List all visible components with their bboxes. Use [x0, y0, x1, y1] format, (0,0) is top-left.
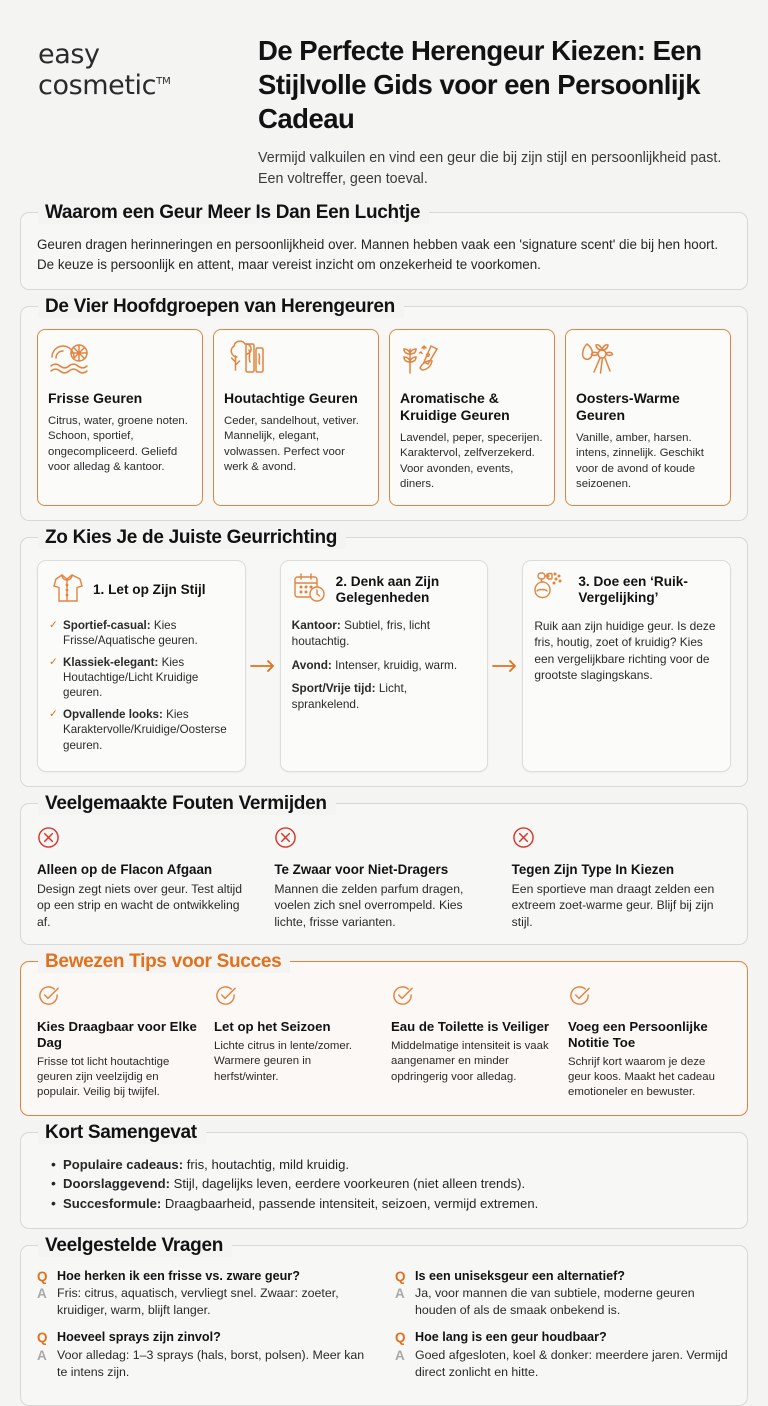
section-title-why-fragrance: Waarom een Geur Meer Is Dan Een Luchtje: [38, 202, 429, 224]
brand-logo-line1: easy: [38, 39, 100, 70]
faq-question-row: [37, 1329, 373, 1347]
section-title-faq: Veelgestelde Vragen: [38, 1235, 232, 1257]
check-text: Kies Houtachtige/Licht Kruidige geuren.: [63, 655, 199, 700]
faq-answer-row: [395, 1285, 731, 1318]
section-faq: [20, 1234, 748, 1406]
faq-item: [395, 1268, 731, 1319]
vanilla-amber-icon: [576, 340, 720, 380]
fragrance-group-card: [37, 329, 203, 506]
summary-label: Populaire cadeaus:: [63, 1156, 184, 1172]
check-icon: ✓: [49, 707, 58, 720]
fragrance-group-desc: Vanille, amber, harsen. intens, zinnelijk. Geschikt voor de avond of koude seizoenen.: [576, 431, 704, 491]
faq-answer-row: [395, 1347, 731, 1380]
fragrance-group-title: Houtachtige Geuren: [224, 390, 358, 407]
section-fragrance-groups: [20, 296, 748, 521]
list-item: [49, 707, 234, 753]
page-header: [20, 0, 748, 212]
mistake-item: [37, 826, 256, 930]
check-label: Opvallende looks:: [63, 707, 163, 721]
x-circle-icon: [512, 826, 731, 854]
fragrance-group-card: [213, 329, 379, 506]
fragrance-group-grid: [37, 329, 731, 506]
answer-marker: A: [37, 1348, 47, 1364]
occasion-label: Kantoor:: [291, 617, 341, 632]
occasion-item: [292, 681, 477, 713]
summary-text: Stijl, dagelijks leven, eerdere voorkeuren (niet alleen trends).: [169, 1176, 526, 1192]
faq-answer-row: [37, 1285, 373, 1318]
list-item: [51, 1194, 731, 1214]
header-text-block: [258, 34, 730, 190]
section-title-choose-direction: Zo Kies Je de Juiste Geurrichting: [38, 527, 346, 549]
step-card-smell-compare: [522, 560, 731, 772]
mistake-desc: Mannen die zelden parfum dragen, voelen zich snel overrompeld. Kies lichte, frisse varianten.: [274, 881, 464, 929]
faq-question-row: [395, 1329, 731, 1347]
occasion-list: [292, 618, 477, 714]
check-label: Klassiek-elegant:: [63, 655, 159, 669]
page-subtitle: Vermijd valkuilen en vind een geur die bij zijn stijl en persoonlijkheid past. Een voltreffer, geen toeval.: [258, 150, 722, 188]
step-header: [49, 571, 234, 610]
x-circle-icon: [274, 826, 493, 854]
fragrance-group-title: Oosters-Warme Geuren: [576, 390, 680, 423]
check-icon: ✓: [49, 655, 58, 668]
faq-question: Is een uniseksgeur een alternatief?: [415, 1268, 625, 1283]
list-item: [51, 1174, 731, 1194]
section-title-common-mistakes: Veelgemaakte Fouten Vermijden: [38, 793, 336, 815]
mistake-item: [512, 826, 731, 930]
trademark-symbol: TM: [156, 75, 171, 87]
section-proven-tips: [20, 951, 748, 1115]
section-title-summary: Kort Samengevat: [38, 1122, 206, 1144]
tip-title: Let op het Seizoen: [214, 1019, 331, 1035]
answer-marker: A: [395, 1286, 405, 1302]
summary-label: Succesformule:: [63, 1195, 162, 1211]
faq-question-row: [395, 1268, 731, 1286]
check-circle-icon: [391, 984, 554, 1012]
answer-marker: A: [395, 1348, 405, 1364]
step-title: 3. Doe een ‘Ruik-Vergelijking’: [578, 574, 688, 606]
tip-desc: Lichte citrus in lente/zomer. Warmere geuren in herfst/winter.: [214, 1039, 353, 1083]
tip-title: Kies Draagbaar voor Elke Dag: [37, 1019, 197, 1050]
check-circle-icon: [37, 984, 200, 1012]
occasion-text: Subtiel, fris, licht houtachtig.: [291, 617, 430, 648]
faq-question: Hoe lang is een geur houdbaar?: [415, 1330, 607, 1345]
mistake-grid: [37, 826, 731, 930]
section-body-proven-tips: [20, 961, 748, 1115]
mistake-desc: Een sportieve man draagt zelden een extreem zoet-warme geur. Blijf bij zijn stijl.: [511, 881, 715, 929]
check-circle-icon: [214, 984, 377, 1012]
question-marker: Q: [395, 1268, 406, 1284]
check-icon: ✓: [49, 618, 58, 631]
summary-list: [37, 1155, 731, 1214]
section-choose-direction: [20, 526, 748, 787]
brand-logo-line2: cosmetic™: [38, 69, 171, 101]
section-body-fragrance-groups: [20, 306, 748, 521]
tip-title: Eau de Toilette is Veiliger: [391, 1019, 550, 1035]
check-text: Kies Karaktervolle/Kruidige/Oosterse geuren.: [63, 707, 227, 752]
section-title-proven-tips: Bewezen Tips voor Succes: [38, 951, 290, 973]
tip-item: [214, 984, 377, 1100]
mistake-title: Tegen Zijn Type In Kiezen: [511, 861, 675, 877]
style-check-list: [49, 618, 234, 753]
page-title: De Perfecte Herengeur Kiezen: Een Stijlvolle Gids voor een Persoonlijk Cadeau: [258, 35, 702, 134]
faq-grid: [37, 1268, 731, 1392]
occasion-item: [292, 658, 477, 674]
fragrance-group-card: [565, 329, 731, 506]
fragrance-group-title: Frisse Geuren: [48, 390, 143, 407]
mistake-desc: Design zegt niets over geur. Test altijd op een strip en wacht de ontwikkeling af.: [37, 881, 243, 929]
intro-paragraph: Geuren dragen herinneringen en persoonlijkheid over. Mannen hebben vaak een 'signature scent' die bij hen hoort. De keuze is persoonlijk en attent, maar vereist inzicht om onzekerheid te voorkomen.: [37, 236, 719, 272]
tip-item: [568, 984, 731, 1100]
step-title: 1. Let op Zijn Stijl: [93, 582, 206, 598]
occasion-text: Licht, sprankelend.: [291, 681, 408, 712]
step-card-style: [37, 560, 246, 772]
step-header: [292, 571, 477, 610]
faq-item: [37, 1268, 373, 1319]
faq-item: [37, 1329, 373, 1380]
fragrance-group-desc: Ceder, sandelhout, vetiver. Mannelijk, elegant, volwassen. Perfect voor werk & avond.: [224, 414, 359, 474]
section-body-choose-direction: [20, 537, 748, 787]
brand-logo: [38, 34, 238, 190]
tip-grid: [37, 984, 731, 1100]
tip-desc: Schrijf kort waarom je deze geur koos. Maakt het cadeau emotioneler en bewuster.: [568, 1055, 715, 1099]
shirt-icon: [49, 571, 85, 610]
faq-answer: Goed afgesloten, koel & donker: meerdere jaren. Vermijd direct zonlicht en hitte.: [415, 1348, 728, 1379]
fragrance-group-desc: Citrus, water, groene noten. Schoon, sportief, ongecompliceerd. Geliefd voor alledag & kantoor.: [48, 414, 188, 474]
question-marker: Q: [37, 1268, 48, 1284]
fragrance-group-title: Aromatische & Kruidige Geuren: [400, 390, 510, 423]
step-arrow: [246, 560, 280, 772]
step-header: [534, 571, 719, 610]
question-marker: Q: [37, 1330, 48, 1346]
check-circle-icon: [568, 984, 731, 1012]
tip-desc: Frisse tot licht houtachtige geuren zijn veelzijdig en populair. Veilig bij twijfel.: [37, 1055, 170, 1099]
section-body-faq: [20, 1245, 748, 1406]
tip-item: [37, 984, 200, 1100]
faq-question: Hoe herken ik een frisse vs. zware geur?: [57, 1268, 300, 1283]
occasion-label: Sport/Vrije tijd:: [291, 681, 376, 696]
occasion-text: Intenser, kruidig, warm.: [331, 657, 458, 672]
fragrance-group-card: [389, 329, 555, 506]
faq-item: [395, 1329, 731, 1380]
faq-question: Hoeveel sprays zijn zinvol?: [57, 1330, 221, 1345]
section-body-common-mistakes: [20, 803, 748, 945]
mistake-item: [274, 826, 493, 930]
mistake-title: Alleen op de Flacon Afgaan: [37, 861, 213, 877]
x-circle-icon: [37, 826, 256, 854]
check-text: Kies Frisse/Aquatische geuren.: [63, 618, 198, 648]
faq-answer: Ja, voor mannen die van subtiele, moderne geuren houden of als de smaak onbekend is.: [415, 1286, 695, 1317]
fragrance-group-desc: Lavendel, peper, specerijen. Karaktervol, zelfverzekerd. Voor avonden, events, diners.: [400, 431, 543, 491]
tree-wood-icon: [224, 340, 368, 380]
section-title-fragrance-groups: De Vier Hoofdgroepen van Herengeuren: [38, 296, 404, 318]
list-item: [49, 655, 234, 701]
tip-item: [391, 984, 554, 1100]
mistake-title: Te Zwaar voor Niet-Dragers: [274, 861, 449, 877]
step-card-occasions: [280, 560, 489, 772]
occasion-item: [292, 618, 477, 650]
faq-answer-row: [37, 1347, 373, 1380]
faq-column-right: [395, 1268, 731, 1392]
tip-title: Voeg een Persoonlijke Notitie Toe: [568, 1019, 708, 1050]
summary-text: Draagbaarheid, passende intensiteit, seizoen, vermijd extremen.: [161, 1195, 539, 1211]
faq-question-row: [37, 1268, 373, 1286]
wave-citrus-icon: [48, 340, 192, 380]
summary-text: fris, houtachtig, mild kruidig.: [183, 1156, 350, 1172]
steps-flow: [37, 560, 731, 772]
step-arrow: [488, 560, 522, 772]
occasion-label: Avond:: [291, 657, 332, 672]
faq-answer: Fris: citrus, aquatisch, vervliegt snel. Zwaar: zoeter, kruidiger, warm, blijft langer.: [57, 1286, 339, 1317]
herbs-spices-icon: [400, 340, 544, 380]
section-why-fragrance: [20, 201, 748, 290]
step-title: 2. Denk aan Zijn Gelegenheden: [335, 574, 440, 606]
perfume-bottle-icon: [534, 571, 570, 610]
faq-answer: Voor alledag: 1–3 sprays (hals, borst, polsen). Meer kan te intens zijn.: [57, 1348, 365, 1379]
list-item: [51, 1155, 731, 1175]
section-summary: [20, 1121, 748, 1229]
list-item: [49, 618, 234, 649]
check-label: Sportief-casual:: [63, 618, 151, 632]
calendar-clock-icon: [292, 571, 328, 610]
faq-column-left: [37, 1268, 373, 1392]
step-body-text: Ruik aan zijn huidige geur. Is deze fris, houtig, zoet of kruidig? Kies een vergelijkbare richting voor de grootste slagingskans.: [534, 618, 716, 682]
section-body-summary: [20, 1132, 748, 1229]
section-common-mistakes: [20, 792, 748, 945]
question-marker: Q: [395, 1330, 406, 1346]
tip-desc: Middelmatige intensiteit is vaak aangenamer en minder opdringerig voor alledag.: [391, 1039, 549, 1083]
summary-label: Doorslaggevend:: [63, 1176, 170, 1192]
answer-marker: A: [37, 1286, 47, 1302]
